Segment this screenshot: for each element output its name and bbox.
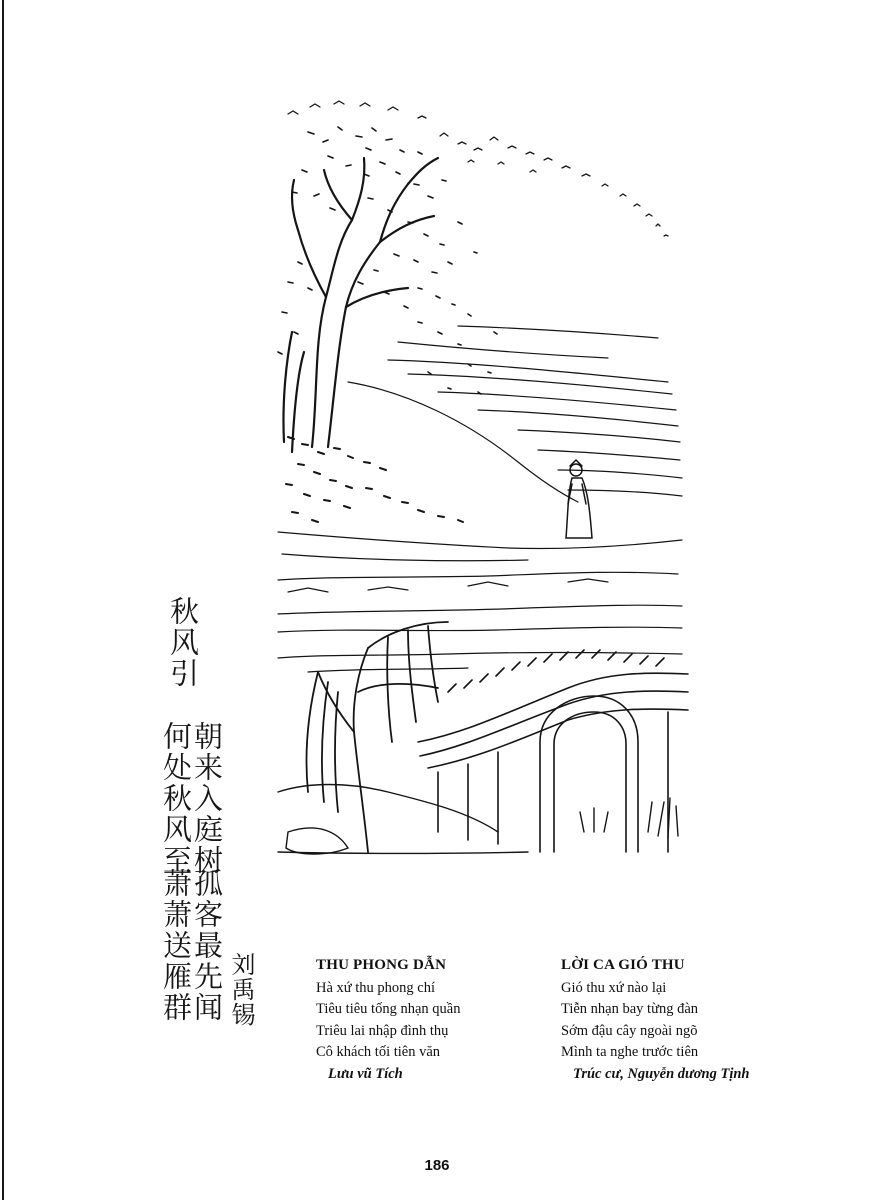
poem-right-line-2: Tiễn nhạn bay từng đàn — [561, 1001, 699, 1017]
autumn-tree — [283, 158, 438, 452]
page-number: 186 — [424, 1157, 450, 1174]
chinese-line-3: 孤客最先闻 — [190, 868, 224, 1023]
poem-right-line-4: Mình ta nghe trước tiên — [561, 1044, 699, 1060]
upper-scene — [278, 101, 682, 561]
foreground-rocks — [278, 785, 678, 855]
chinese-line-4: 萧萧送雁群 — [159, 868, 193, 1023]
poem-left-title: THU PHONG DẪN — [316, 957, 447, 973]
arched-bridge — [418, 650, 688, 852]
falling-leaves — [278, 127, 497, 394]
poem-right-line-1: Gió thu xứ nào lại — [561, 979, 667, 996]
ink-illustration — [268, 92, 692, 862]
poem-translation — [561, 955, 749, 1085]
poem-right-title: LỜI CA GIÓ THU — [561, 957, 685, 973]
poem-left-line-4: Cô khách tối tiên văn — [316, 1044, 441, 1060]
chinese-line-1: 朝来入庭树 — [190, 721, 224, 876]
poem-left-author: Lưu vũ Tích — [328, 1065, 403, 1082]
chinese-line-2: 何处秋风至 — [159, 721, 193, 876]
distant-hills — [278, 572, 682, 672]
willow-tree — [306, 622, 448, 852]
poem-left-line-2: Tiêu tiêu tống nhạn quần — [316, 1001, 461, 1017]
ground-leaves — [286, 437, 463, 522]
poem-transliteration — [316, 955, 460, 1085]
scholar-figure — [566, 460, 592, 538]
poem-right-line-3: Sớm đậu cây ngoài ngõ — [561, 1022, 698, 1039]
chinese-author: 刘禹锡 — [227, 952, 255, 1027]
birds — [288, 101, 668, 236]
poem-left-line-1: Hà xứ thu phong chí — [316, 979, 436, 996]
poem-left-line-3: Triêu lai nhập đình thụ — [316, 1022, 449, 1039]
lower-scene — [278, 572, 688, 854]
chinese-title: 秋风引 — [166, 596, 200, 689]
page-edge-rule — [2, 0, 4, 1200]
poem-right-author: Trúc cư, Nguyễn dương Tịnh — [573, 1065, 750, 1082]
